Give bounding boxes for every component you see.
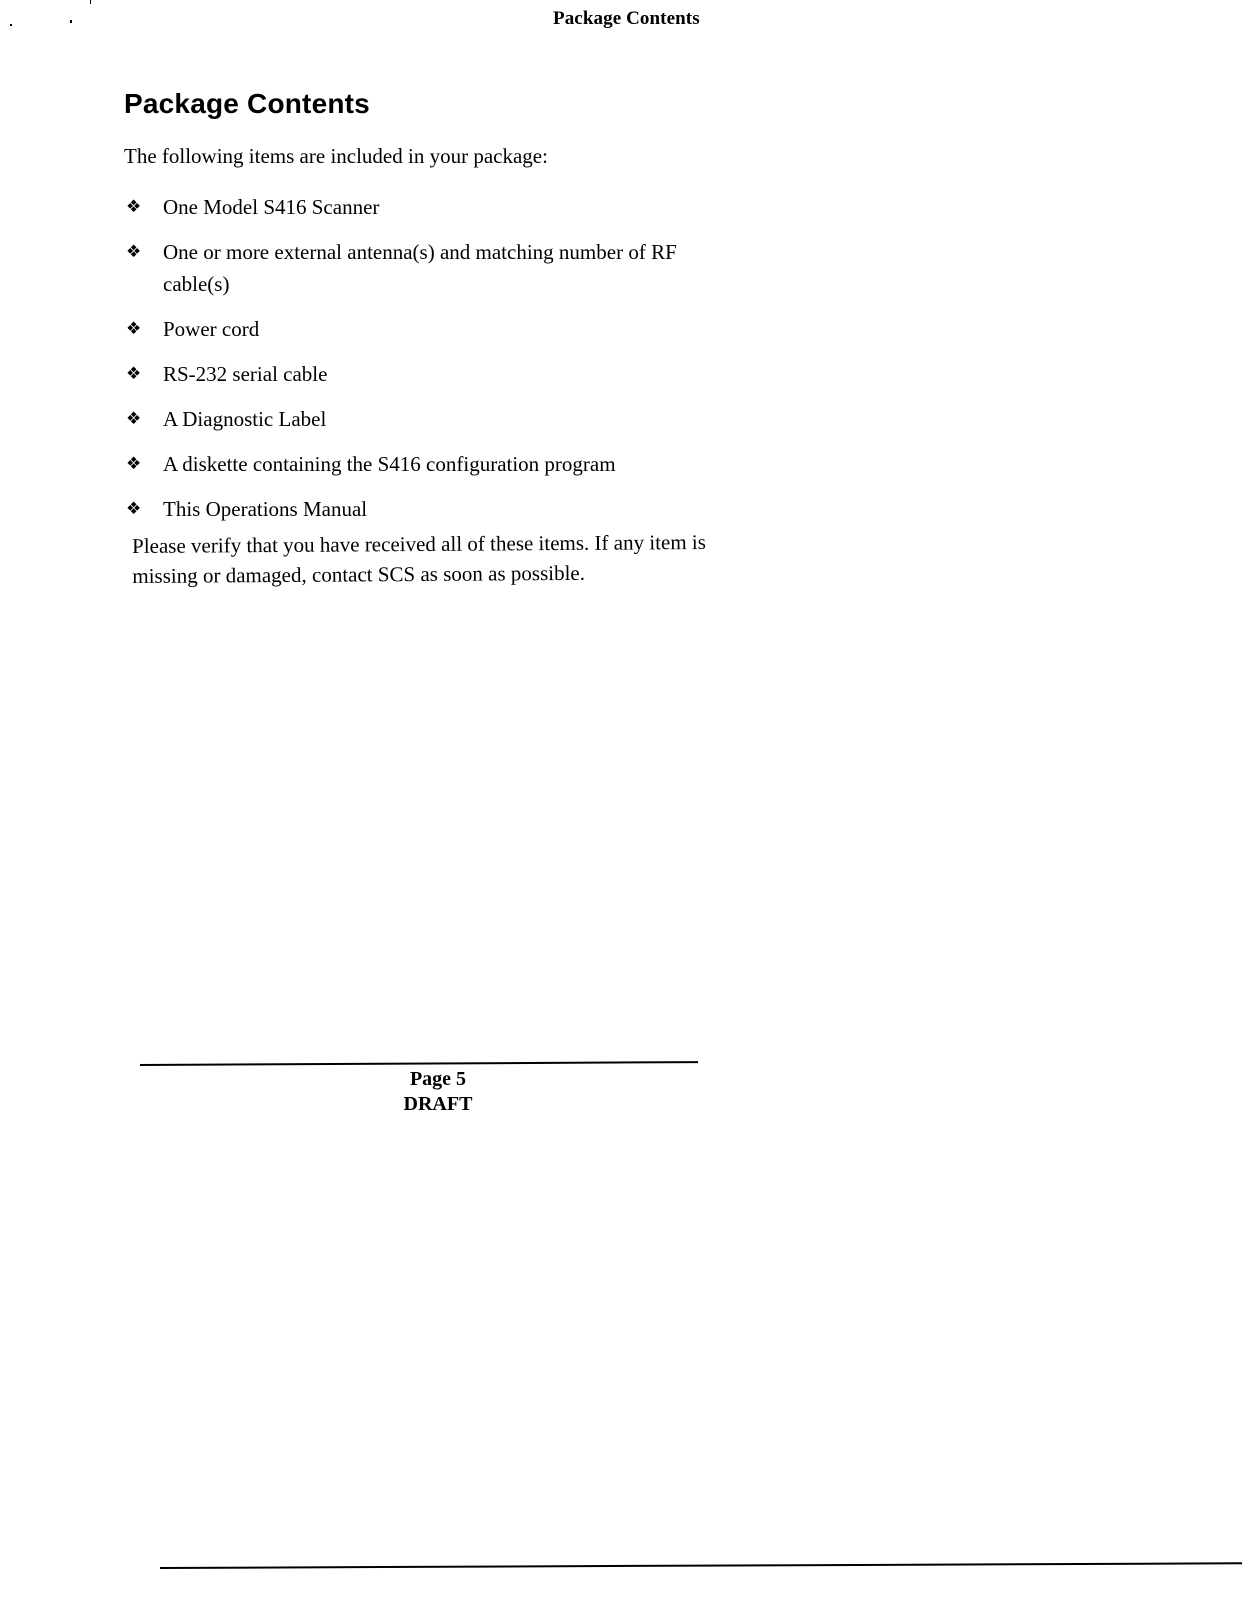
diamond-bullet-icon: ❖: [126, 364, 142, 383]
diamond-bullet-icon: ❖: [126, 319, 142, 338]
footer-divider: [140, 1061, 698, 1066]
list-item-text: A diskette containing the S416 configuration program: [163, 452, 616, 476]
running-header: Package Contents: [553, 8, 700, 29]
list-item-text: One or more external antenna(s) and matching number of RF cable(s): [163, 240, 677, 296]
list-item: [124, 191, 744, 223]
list-item-text: One Model S416 Scanner: [163, 195, 380, 219]
page-number: Page 5: [409, 1068, 467, 1090]
list-item: [124, 493, 744, 525]
list-item-text: A Diagnostic Label: [163, 407, 327, 431]
list-item: [124, 236, 744, 300]
intro-text: The following items are included in your package:: [124, 144, 548, 168]
draft-label: DRAFT: [403, 1093, 473, 1115]
closing-paragraph: Please verify that you have received all of these items. If any item is missing or damaged, contact SCS as soon as possible.: [132, 529, 706, 588]
list-item-text: Power cord: [163, 317, 260, 341]
scan-speck: [10, 24, 12, 26]
list-item: [124, 403, 744, 435]
diamond-bullet-icon: ❖: [126, 499, 142, 518]
diamond-bullet-icon: ❖: [126, 409, 142, 428]
list-item: [124, 448, 744, 480]
page-title: Package Contents: [124, 88, 370, 119]
bottom-edge-line: [160, 1562, 1242, 1569]
scan-speck: [70, 20, 72, 23]
list-item-text: RS-232 serial cable: [163, 362, 328, 386]
scan-speck: [90, 0, 91, 4]
package-item-list: [124, 191, 744, 538]
diamond-bullet-icon: ❖: [126, 197, 142, 216]
list-item-text: This Operations Manual: [163, 497, 368, 521]
diamond-bullet-icon: ❖: [126, 242, 142, 261]
diamond-bullet-icon: ❖: [126, 454, 142, 473]
list-item: [124, 358, 744, 390]
list-item: [124, 313, 744, 345]
